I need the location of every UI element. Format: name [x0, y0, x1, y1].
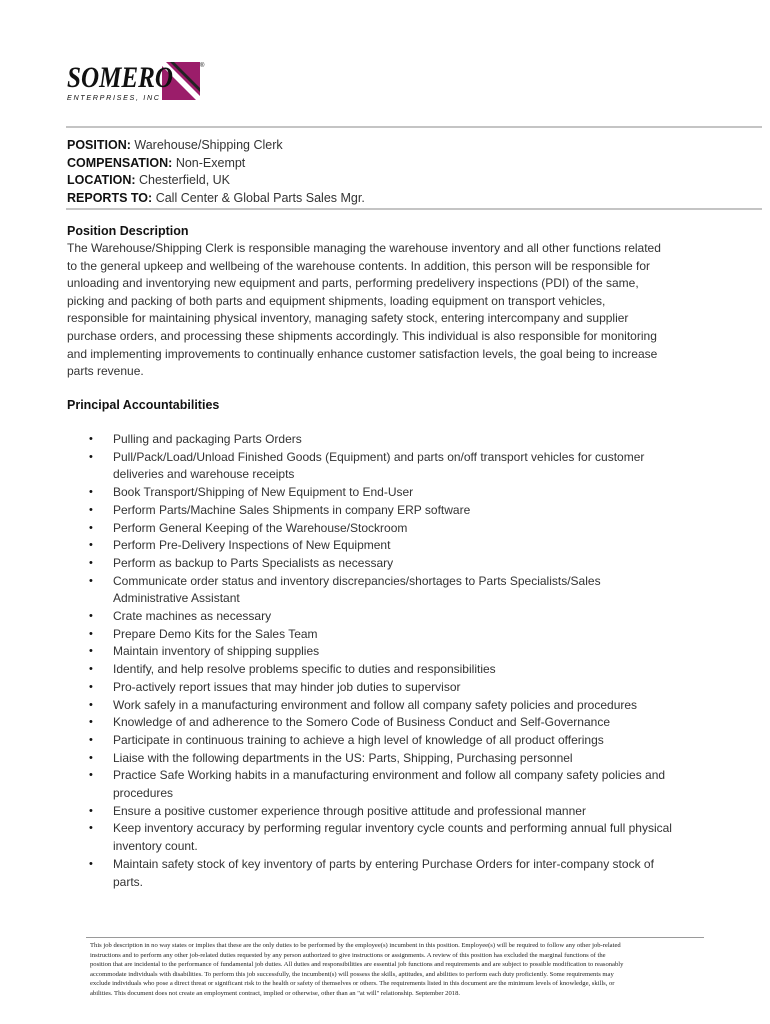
footer-line: abilities. This document does not create an employment contract, implied or otherwise, other than an "at will" relationship. September 2018.: [90, 989, 461, 997]
logo-subtitle-text: ENTERPRISES, INC: [67, 93, 159, 102]
accountability-item: [87, 643, 727, 661]
footer-divider: [86, 937, 704, 938]
accountability-item: [87, 697, 727, 715]
accountability-item: [87, 431, 727, 449]
accountability-item: [87, 767, 727, 802]
accountability-text: Maintain safety stock of key inventory of parts by entering Purchase Orders for inter-company stock of: [113, 856, 654, 871]
footer-line: instructions and to perform any other job-related duties requested by any person authorized to give instructions or assignments. A review of this position has excluded the marginal functions of the: [90, 951, 606, 959]
section-divider: [66, 208, 762, 210]
bullet-icon: •: [89, 627, 93, 640]
accountability-text: Participate in continuous training to achieve a high level of knowledge of all product offerings: [113, 732, 604, 747]
footer-line: accommodate individuals with disabilities. To perform this job successfully, the incumbent(s) will possess the skills, aptitudes, and abilities to perform each duty proficiently. Some requirements may: [90, 970, 614, 978]
bullet-icon: •: [89, 733, 93, 746]
paragraph-line: to the general upkeep and wellbeing of the warehouse contents. In addition, this person will be responsible for: [67, 258, 651, 273]
bullet-icon: •: [89, 663, 93, 676]
principal-accountabilities-heading: Principal Accountabilities: [67, 398, 220, 412]
bullet-icon: •: [89, 804, 93, 817]
accountability-text: parts.: [113, 874, 144, 889]
accountability-text: Perform General Keeping of the Warehouse/Stockroom: [113, 520, 408, 535]
bullet-icon: •: [89, 698, 93, 711]
paragraph-line: unloading and inventorying new equipment and parts, performing predelivery inspections (PDI) of the same,: [67, 276, 639, 291]
accountability-item: [87, 679, 727, 697]
accountability-item: [87, 573, 727, 608]
accountability-text: deliveries and warehouse receipts: [113, 467, 295, 482]
info-label: REPORTS TO:: [67, 190, 153, 205]
accountability-text: Perform as backup to Parts Specialists as necessary: [113, 555, 394, 570]
accountability-item: [87, 520, 727, 538]
paragraph-line: The Warehouse/Shipping Clerk is responsible managing the warehouse inventory and all other functions related: [67, 241, 661, 255]
position-description-text: [67, 240, 707, 381]
accountability-text: Maintain inventory of shipping supplies: [113, 644, 320, 659]
accountability-item: [87, 626, 727, 644]
info-row-compensation: [67, 155, 365, 173]
paragraph-line: and implementing improvements to continually enhance customer satisfaction levels, the goal being to increase: [67, 346, 658, 361]
accountability-text: Prepare Demo Kits for the Sales Team: [113, 626, 318, 641]
info-label: POSITION:: [67, 138, 131, 152]
bullet-icon: •: [89, 769, 93, 782]
accountability-item: [87, 856, 727, 891]
info-row-reports-to: [67, 190, 365, 208]
accountability-text: Work safely in a manufacturing environment and follow all company safety policies and procedures: [113, 697, 638, 712]
paragraph-line: purchase orders, and processing these shipments accordingly. This individual is also responsible for monitoring: [67, 328, 657, 343]
position-info: [67, 137, 365, 207]
info-value: Warehouse/Shipping Clerk: [134, 138, 283, 152]
info-value: Chesterfield, UK: [139, 173, 231, 187]
accountability-text: Crate machines as necessary: [113, 609, 272, 624]
accountability-item: [87, 714, 727, 732]
bullet-icon: •: [89, 822, 93, 835]
accountability-text: Communicate order status and inventory discrepancies/shortages to Parts Specialists/Sales: [113, 573, 601, 588]
accountability-item: [87, 484, 727, 502]
accountability-item: [87, 820, 727, 855]
logo-registered-mark: ®: [200, 63, 205, 69]
bullet-icon: •: [89, 539, 93, 552]
accountability-text: Practice Safe Working habits in a manufacturing environment and follow all company safety policies and: [113, 768, 666, 783]
info-label: COMPENSATION:: [67, 155, 173, 170]
accountability-item: [87, 661, 727, 679]
company-logo: [66, 58, 206, 104]
bullet-icon: •: [89, 450, 93, 463]
accountability-text: Perform Parts/Machine Sales Shipments in company ERP software: [113, 502, 471, 517]
accountability-text: Perform Pre-Delivery Inspections of New Equipment: [113, 538, 391, 553]
paragraph-line: responsible for maintaining physical inventory, managing safety stock, entering intercompany and supplier: [67, 311, 629, 326]
bullet-icon: •: [89, 556, 93, 569]
paragraph-line: picking and packing of both parts and equipment shipments, loading equipment on transport vehicles,: [67, 293, 606, 308]
accountability-item: [87, 502, 727, 520]
bullet-icon: •: [89, 610, 93, 623]
info-row-location: [67, 172, 365, 190]
footer-line: This job description in no way states or implies that these are the only duties to be performed by the employee(s) incumbent in this position. Employee(s) will be required to follow any other job-related: [90, 942, 621, 949]
accountability-text: Pull/Pack/Load/Unload Finished Goods (Equipment) and parts on/off transport vehicles for customer: [113, 449, 645, 464]
info-value: Non-Exempt: [175, 155, 246, 170]
bullet-icon: •: [89, 486, 93, 499]
accountability-text: procedures: [113, 786, 174, 801]
accountability-text: Keep inventory accuracy by performing regular inventory cycle counts and performing annual full physical: [113, 821, 672, 836]
bullet-icon: •: [89, 433, 93, 445]
accountability-item: [87, 537, 727, 555]
footer-disclaimer: [90, 941, 710, 999]
bullet-icon: •: [89, 503, 93, 516]
bullet-icon: •: [89, 680, 93, 693]
accountability-text: inventory count.: [113, 839, 198, 854]
accountability-item: [87, 732, 727, 750]
accountabilities-list: [87, 431, 727, 891]
accountability-text: Identify, and help resolve problems specific to duties and responsibilities: [113, 662, 496, 677]
accountability-text: Liaise with the following departments in the US: Parts, Shipping, Purchasing personnel: [113, 750, 573, 765]
bullet-icon: •: [89, 574, 93, 587]
accountability-text: Administrative Assistant: [113, 591, 240, 606]
footer-line: position that are incidental to the performance of fundamental job duties. All duties and responsibilities are essential job functions and requirements and are subject to possible modification to reasonably: [90, 961, 624, 969]
bullet-icon: •: [89, 521, 93, 534]
info-row-position: [67, 137, 365, 155]
bullet-icon: •: [89, 645, 93, 658]
accountability-item: [87, 750, 727, 768]
bullet-icon: •: [89, 857, 93, 870]
logo-brand-text: SOMERO: [67, 61, 173, 94]
accountability-item: [87, 555, 727, 573]
bullet-icon: •: [89, 751, 93, 764]
accountability-item: [87, 449, 727, 484]
accountability-item: [87, 608, 727, 626]
position-description-heading: Position Description: [67, 224, 189, 238]
accountability-text: Pro-actively report issues that may hinder job duties to supervisor: [113, 679, 461, 694]
accountability-text: Pulling and packaging Parts Orders: [113, 432, 302, 446]
top-divider: [66, 126, 762, 128]
accountability-text: Knowledge of and adherence to the Somero Code of Business Conduct and Self-Governance: [113, 715, 610, 730]
info-label: LOCATION:: [67, 173, 136, 187]
accountability-text: Ensure a positive customer experience through positive attitude and professional manner: [113, 803, 586, 818]
info-value: Call Center & Global Parts Sales Mgr.: [155, 190, 365, 205]
bullet-icon: •: [89, 716, 93, 729]
footer-line: exclude individuals who pose a direct threat or significant risk to the health or safety of themselves or others. The requirements listed in this document are the minimum levels of knowledge, skills, or: [90, 980, 615, 988]
paragraph-line: parts revenue.: [67, 364, 144, 379]
accountability-item: [87, 803, 727, 821]
accountability-text: Book Transport/Shipping of New Equipment to End-User: [113, 485, 414, 500]
